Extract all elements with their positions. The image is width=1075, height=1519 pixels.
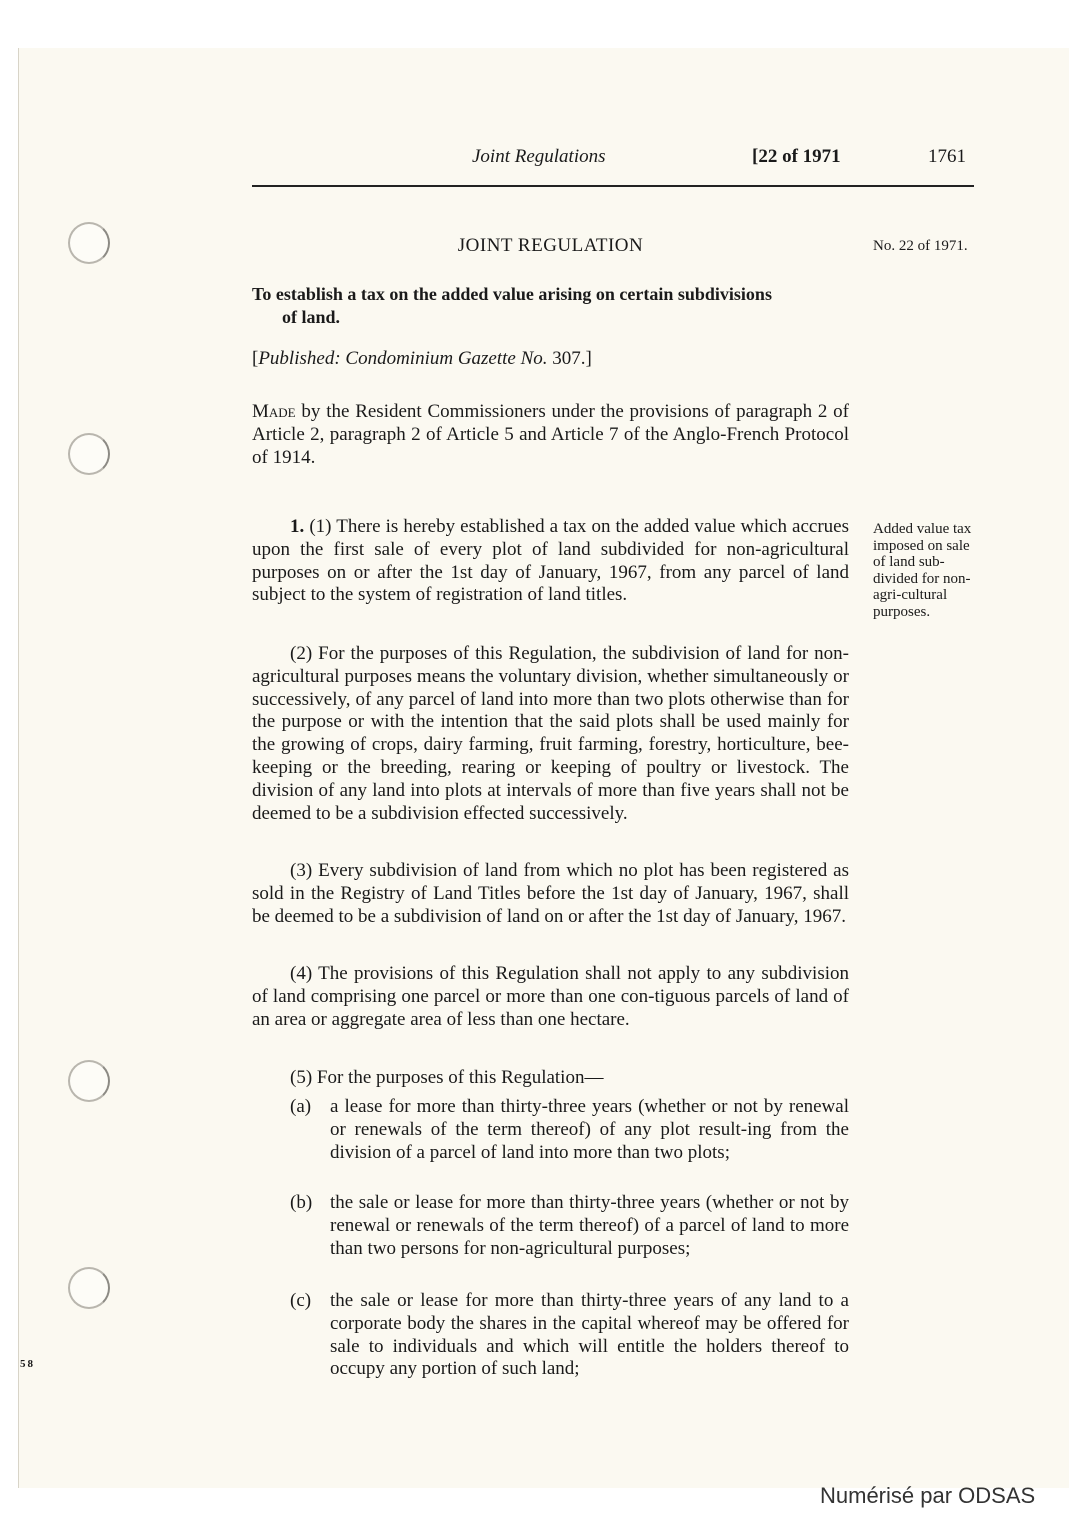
- margin-note-regulation-number: No. 22 of 1971.: [873, 238, 968, 254]
- margin-note-section-1: Added value tax imposed on sale of land sub-divided for non-agri-cultural purposes.: [873, 521, 972, 620]
- page-number: 1761: [928, 146, 966, 167]
- paragraph-2-text: (2) For the purposes of this Regulation, the subdivision of land for non-agricultural purposes means the voluntary division, whether simultaneously or successively, of any parcel of land into more than two plots otherwise than for the purpose or with the intention that the said plots shall be used mainly for the growing of crops, dairy farming, fruit farming, forestry, horticulture, bee-keeping or the breeding, rearing or keeping of poultry or livestock. The division of any land into plots at intervals of more than five years shall not be deemed to be a subdivision effected successively.: [252, 643, 849, 824]
- binder-hole: [68, 1267, 110, 1309]
- list-item-text: a lease for more than thirty-three years (whether or not by renewal or renewals of the term thereof) of any plot result-ing from the division of a parcel of land into more than two plots;: [330, 1096, 849, 1163]
- enacting-lead: Made: [252, 401, 296, 422]
- enacting-clause: [252, 401, 849, 469]
- section-1-paragraph-5: [252, 1067, 849, 1090]
- list-item-label: (a): [290, 1096, 312, 1117]
- header-rule: [252, 185, 974, 187]
- list-item-label: (b): [290, 1192, 313, 1213]
- section-1-paragraph-3: [252, 860, 849, 928]
- section-number: 1.: [290, 516, 305, 537]
- publication-source: Published: Condominium Gazette No.: [258, 348, 548, 369]
- list-item-label: (c): [290, 1290, 312, 1311]
- enacting-text: by the Resident Commissioners under the provisions of paragraph 2 of Article 2, paragraph 2 of Article 5 and Article 7 of the Anglo-French Protocol of 1914.: [252, 401, 849, 468]
- binder-hole: [68, 222, 110, 264]
- publication-note: [252, 348, 592, 370]
- paragraph-3-text: (3) Every subdivision of land from which no plot has been registered as sold in the Registry of Land Titles before the 1st day of January, 1967, shall be deemed to be a subdivision of land on or after the 1st day of January, 1967.: [252, 860, 849, 927]
- running-header-number: [22 of 1971: [752, 146, 841, 167]
- margin-page-marker: 58: [20, 1358, 35, 1370]
- list-item: [290, 1192, 849, 1260]
- running-header-title: Joint Regulations: [472, 146, 606, 167]
- section-1-paragraph-2: [252, 643, 849, 825]
- subtitle-line-2: of land.: [282, 307, 341, 327]
- digitization-watermark: Numérisé par ODSAS: [820, 1483, 1036, 1508]
- list-item-text: the sale or lease for more than thirty-three years (whether or not by renewal or renewals of the term thereof) of a parcel of land to more than two persons for non-agricultural purposes;: [330, 1192, 849, 1259]
- section-1-paragraph-1: [252, 516, 849, 607]
- list-item: [290, 1096, 849, 1164]
- binder-hole: [68, 1060, 110, 1102]
- subtitle-line-1: To establish a tax on the added value arising on certain subdivisions: [252, 284, 772, 304]
- document-heading: JOINT REGULATION: [457, 235, 644, 256]
- paragraph-4-text: (4) The provisions of this Regulation shall not apply to any subdivision of land comprising one parcel or more than one con-tiguous parcels of land of an area or aggregate area of less than one hectare.: [252, 963, 849, 1030]
- section-1-paragraph-4: [252, 963, 849, 1031]
- publication-number: 307.]: [547, 348, 592, 369]
- paragraph-1-text: (1) There is hereby established a tax on the added value which accrues upon the first sale of every plot of land subdivided for non-agricultural purposes on or after the 1st day of January, 1967, from any parcel of land subject to the system of registration of land titles.: [252, 516, 849, 606]
- paragraph-5-text: (5) For the purposes of this Regulation—: [290, 1067, 604, 1088]
- list-item-text: the sale or lease for more than thirty-three years of any land to a corporate body the shares in the capital whereof may be offered for sale to individuals and which will entitle the holders thereof to occupy any portion of such land;: [330, 1290, 849, 1380]
- publication-bracket: [: [252, 348, 259, 369]
- binder-hole: [68, 433, 110, 475]
- regulation-subtitle: [252, 283, 849, 329]
- list-item: [290, 1290, 849, 1381]
